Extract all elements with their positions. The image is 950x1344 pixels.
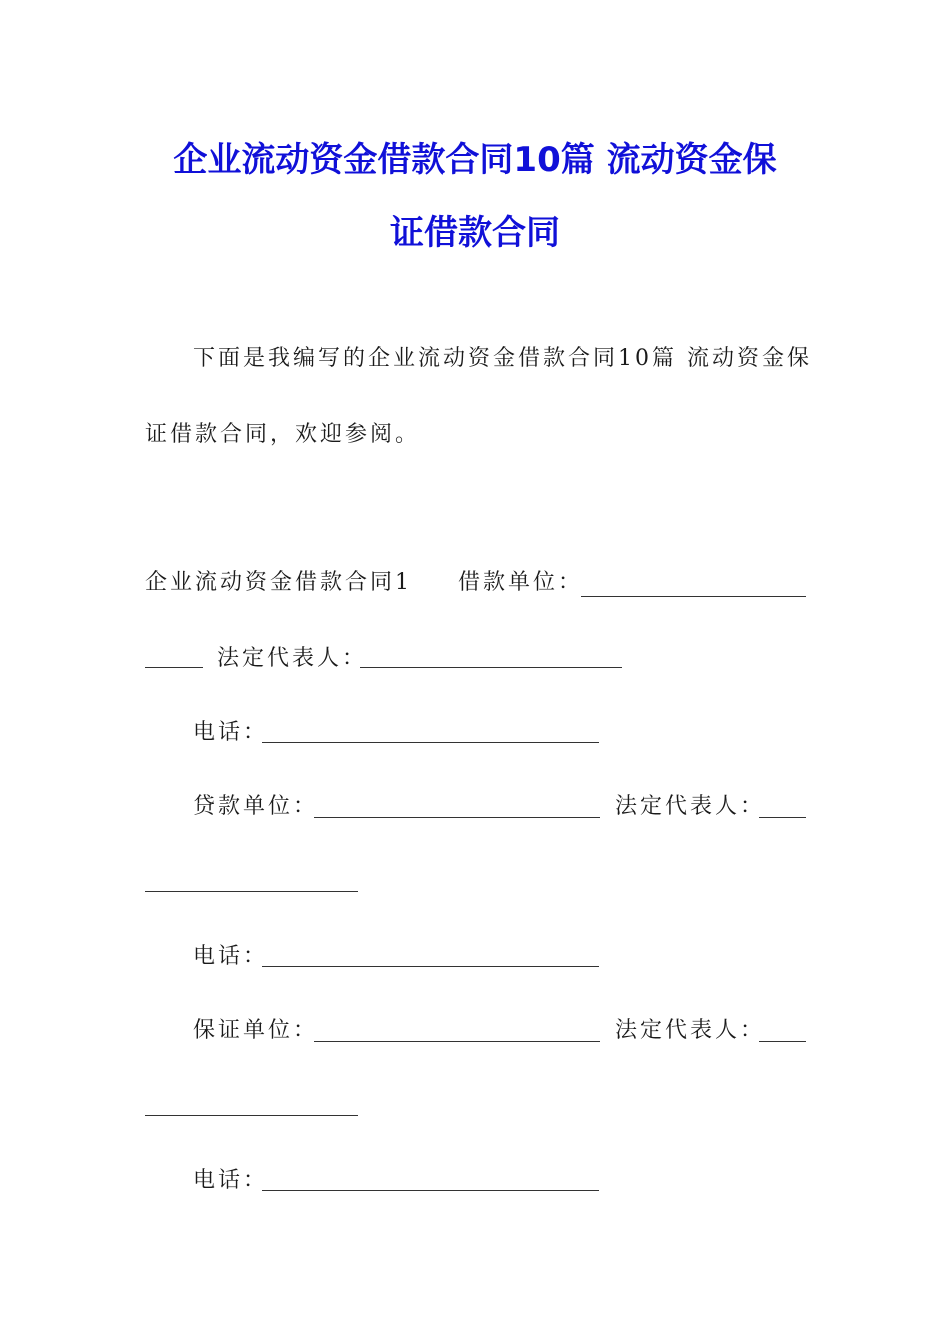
guarantor-legal-rep-blank-line bbox=[759, 1021, 806, 1042]
guarantor-phone-blank-line bbox=[262, 1170, 599, 1191]
borrower-phone-row bbox=[193, 718, 268, 748]
borrower-row bbox=[458, 568, 583, 598]
guarantor-row bbox=[193, 1016, 318, 1046]
lender-row bbox=[193, 792, 318, 822]
lender-phone-row bbox=[193, 942, 268, 972]
borrower-legal-rep-row bbox=[217, 644, 367, 674]
document-title-line-2: 证借款合同 bbox=[390, 213, 560, 253]
borrower-phone-blank-line bbox=[262, 722, 599, 743]
contract-heading: 企业流动资金借款合同1 bbox=[145, 570, 412, 595]
legal-rep-label: 法定代表人： bbox=[217, 646, 368, 671]
legal-rep-label: 法定代表人： bbox=[615, 794, 766, 819]
lender-blank-line bbox=[314, 797, 600, 818]
borrower-blank-line bbox=[581, 576, 806, 597]
borrower-blank-line-continued bbox=[145, 647, 203, 668]
lender-label: 贷款单位： bbox=[193, 794, 319, 819]
lender-legal-rep-row bbox=[615, 792, 765, 822]
guarantor-legal-rep-blank-line-continued bbox=[145, 1095, 358, 1116]
contract-heading-row bbox=[145, 568, 412, 598]
guarantor-phone-row bbox=[193, 1166, 268, 1196]
lender-legal-rep-blank-line bbox=[759, 797, 806, 818]
guarantor-blank-line bbox=[314, 1021, 600, 1042]
guarantor-label: 保证单位： bbox=[193, 1018, 319, 1043]
intro-paragraph-line-1: 下面是我编写的企业流动资金借款合同10篇 流动资金保 bbox=[193, 346, 812, 371]
guarantor-legal-rep-row bbox=[615, 1016, 765, 1046]
legal-rep-label: 法定代表人： bbox=[615, 1018, 766, 1043]
lender-legal-rep-blank-line-continued bbox=[145, 871, 358, 892]
phone-label: 电话： bbox=[193, 1168, 269, 1193]
borrower-legal-rep-blank-line bbox=[360, 647, 622, 668]
intro-paragraph-line-2: 证借款合同，欢迎参阅。 bbox=[145, 422, 421, 447]
phone-label: 电话： bbox=[193, 720, 269, 745]
document-title-line-1: 企业流动资金借款合同10篇 流动资金保 bbox=[173, 140, 777, 180]
borrower-label: 借款单位： bbox=[458, 570, 584, 595]
lender-phone-blank-line bbox=[262, 946, 599, 967]
phone-label: 电话： bbox=[193, 944, 269, 969]
